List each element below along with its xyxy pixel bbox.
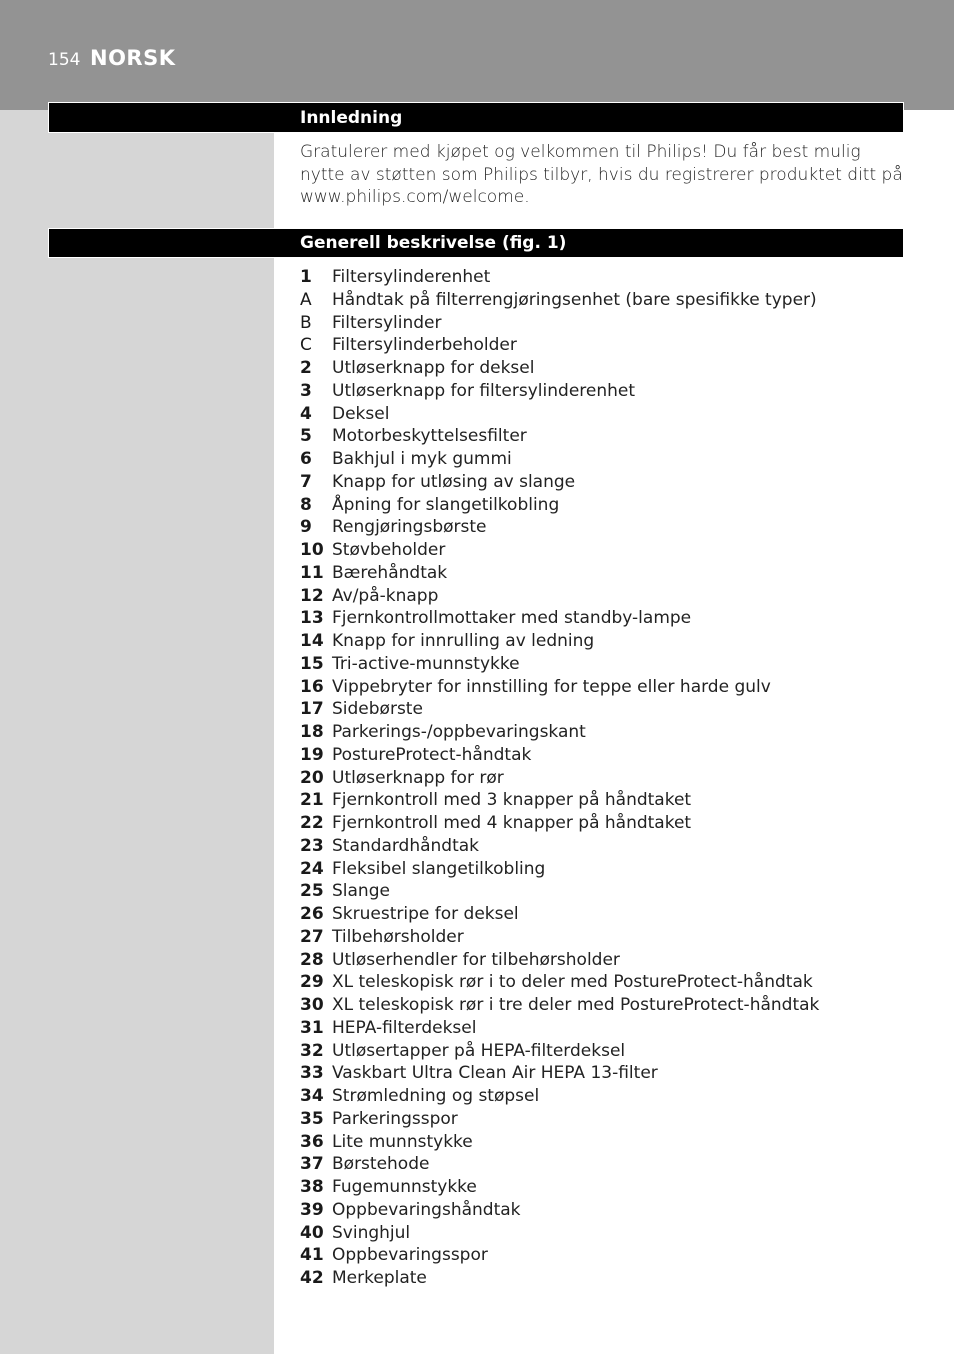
part-number: 7: [300, 471, 312, 492]
part-number: 1: [300, 267, 312, 287]
parts-list-item: [300, 562, 904, 585]
part-label: Fjernkontrollmottaker med standby-lampe: [332, 608, 692, 629]
parts-list-item: [300, 630, 904, 653]
parts-list-item: [300, 1153, 904, 1176]
part-label: Filtersylinder: [332, 312, 442, 333]
parts-list-item: [300, 539, 904, 562]
part-label: Vaskbart Ultra Clean Air HEPA 13-filter: [332, 1063, 658, 1084]
part-number: 36: [300, 1131, 324, 1152]
parts-list-item: [300, 1199, 904, 1222]
part-number: 39: [300, 1199, 324, 1220]
parts-list-item: [300, 789, 904, 812]
part-label: HEPA-filterdeksel: [332, 1017, 477, 1038]
parts-list-item: [300, 880, 904, 903]
part-number: 35: [300, 1108, 324, 1129]
part-number: 40: [300, 1222, 324, 1243]
part-label: Bærehåndtak: [332, 562, 448, 583]
part-number: 26: [300, 904, 324, 924]
left-margin-column: [0, 110, 274, 1354]
part-number: 25: [300, 881, 324, 902]
part-label: Vippebryter for innstilling for teppe eller harde gulv: [332, 676, 771, 697]
part-label: Motorbeskyttelsesfilter: [332, 426, 527, 447]
parts-list-item: [300, 1085, 904, 1108]
part-label: Parkeringsspor: [332, 1108, 458, 1129]
part-number: 9: [300, 517, 312, 538]
page-language-title: NORSK: [90, 46, 176, 70]
part-label: Sidebørste: [332, 699, 423, 720]
parts-list-item: [300, 380, 904, 403]
parts-list-item: [300, 767, 904, 790]
part-number: 10: [300, 540, 324, 560]
part-label: Merkeplate: [332, 1268, 427, 1288]
part-number: 13: [300, 608, 324, 629]
part-label: Fleksibel slangetilkobling: [332, 858, 546, 879]
part-number: 16: [300, 676, 324, 697]
parts-list-item: [300, 1244, 904, 1267]
part-label: Svinghjul: [332, 1222, 411, 1243]
part-label: Oppbevaringsspor: [332, 1245, 488, 1266]
parts-list-item: [300, 1108, 904, 1131]
parts-list-item: [300, 266, 904, 289]
parts-list-item: [300, 312, 904, 335]
section-heading-label: Generell beskrivelse (fig. 1): [300, 233, 567, 253]
part-number: 21: [300, 790, 324, 811]
parts-list-item: [300, 607, 904, 630]
part-label: Oppbevaringshåndtak: [332, 1199, 521, 1220]
part-number: 2: [300, 358, 312, 378]
part-number: 20: [300, 767, 324, 788]
part-label: Utløserknapp for rør: [332, 767, 504, 788]
parts-list-item: [300, 1040, 904, 1063]
part-label: Knapp for utløsing av slange: [332, 471, 576, 492]
part-label: Støvbeholder: [332, 540, 446, 560]
part-number: 31: [300, 1017, 324, 1038]
part-number: 23: [300, 835, 324, 856]
part-number: 32: [300, 1040, 324, 1061]
part-number: 5: [300, 426, 312, 447]
part-number: 17: [300, 699, 324, 720]
part-number: 12: [300, 585, 324, 606]
part-number: 3: [300, 380, 312, 401]
part-number: 28: [300, 949, 324, 970]
part-number: 38: [300, 1177, 324, 1197]
part-number: 41: [300, 1245, 324, 1266]
parts-list: [300, 266, 904, 1290]
part-label: Håndtak på filterrengjøringsenhet (bare spesifikke typer): [332, 289, 817, 310]
parts-list-item: [300, 744, 904, 767]
parts-list-item: [300, 334, 904, 357]
section-heading-introduction: [48, 102, 904, 133]
parts-list-item: [300, 403, 904, 426]
page-number: 154: [48, 50, 81, 70]
parts-list-item: [300, 494, 904, 517]
part-number: 37: [300, 1154, 324, 1175]
part-label: Bakhjul i myk gummi: [332, 449, 512, 469]
parts-list-item: [300, 1222, 904, 1245]
part-label: Utløserknapp for filtersylinderenhet: [332, 380, 636, 401]
part-number: 30: [300, 995, 324, 1015]
parts-list-item: [300, 1267, 904, 1290]
parts-list-item: [300, 812, 904, 835]
part-label: Fugemunnstykke: [332, 1177, 477, 1197]
part-label: Fjernkontroll med 3 knapper på håndtaket: [332, 790, 692, 811]
part-label: Slange: [332, 881, 390, 902]
parts-list-item: [300, 926, 904, 949]
part-number: 11: [300, 562, 324, 583]
section-heading-general-description: [48, 228, 904, 258]
part-label: Rengjøringsbørste: [332, 517, 487, 538]
part-number: 4: [300, 403, 312, 424]
part-label: Strømledning og støpsel: [332, 1086, 540, 1106]
part-label: Børstehode: [332, 1154, 430, 1175]
part-number: C: [300, 335, 312, 356]
part-number: 27: [300, 926, 324, 947]
part-label: Standardhåndtak: [332, 835, 480, 856]
part-number: 6: [300, 449, 312, 469]
part-label: Filtersylinderbeholder: [332, 335, 517, 356]
parts-list-item: [300, 471, 904, 494]
parts-list-item: [300, 425, 904, 448]
part-number: 15: [300, 653, 324, 674]
part-number: 34: [300, 1086, 324, 1106]
part-label: Utløserknapp for deksel: [332, 358, 535, 378]
part-label: Utløserhendler for tilbehørsholder: [332, 949, 620, 970]
parts-list-item: [300, 289, 904, 312]
part-label: Av/på-knapp: [332, 585, 439, 606]
part-label: Lite munnstykke: [332, 1131, 473, 1152]
parts-list-item: [300, 698, 904, 721]
parts-list-item: [300, 994, 904, 1017]
parts-list-item: [300, 676, 904, 699]
part-number: 29: [300, 972, 324, 993]
part-label: Parkerings-/oppbevaringskant: [332, 722, 586, 742]
part-label: PostureProtect-håndtak: [332, 744, 532, 765]
parts-list-item: [300, 1017, 904, 1040]
part-number: 8: [300, 494, 312, 515]
intro-paragraph: Gratulerer med kjøpet og velkommen til Philips! Du får best mulig nytte av støtten som Philips tilbyr, hvis du registrerer produktet ditt på www.philips.com/welcome.: [300, 142, 903, 207]
parts-list-item: [300, 516, 904, 539]
parts-list-item: [300, 1062, 904, 1085]
part-label: Åpning for slangetilkobling: [332, 494, 560, 515]
parts-list-item: [300, 721, 904, 744]
part-label: XL teleskopisk rør i to deler med PostureProtect-håndtak: [332, 972, 813, 993]
part-label: Tri-active-munnstykke: [332, 653, 520, 674]
parts-list-item: [300, 357, 904, 380]
part-label: Fjernkontroll med 4 knapper på håndtaket: [332, 813, 692, 833]
parts-list-item: [300, 903, 904, 926]
parts-list-item: [300, 949, 904, 972]
part-number: 24: [300, 858, 324, 879]
parts-list-item: [300, 858, 904, 881]
parts-list-item: [300, 835, 904, 858]
part-number: A: [300, 289, 312, 310]
part-number: 22: [300, 813, 324, 833]
part-label: Skruestripe for deksel: [332, 904, 519, 924]
part-number: B: [300, 312, 312, 333]
part-number: 42: [300, 1268, 324, 1288]
part-number: 33: [300, 1063, 324, 1084]
parts-list-item: [300, 653, 904, 676]
part-label: Tilbehørsholder: [332, 926, 464, 947]
part-number: 19: [300, 744, 324, 765]
part-number: 14: [300, 631, 324, 651]
parts-list-item: [300, 1176, 904, 1199]
part-label: Knapp for innrulling av ledning: [332, 631, 595, 651]
part-label: Utløsertapper på HEPA-filterdeksel: [332, 1040, 626, 1061]
parts-list-item: [300, 585, 904, 608]
parts-list-item: [300, 1131, 904, 1154]
section-heading-label: Innledning: [300, 108, 403, 128]
part-label: Filtersylinderenhet: [332, 267, 491, 287]
parts-list-item: [300, 971, 904, 994]
part-number: 18: [300, 722, 324, 742]
parts-list-item: [300, 448, 904, 471]
part-label: XL teleskopisk rør i tre deler med PostureProtect-håndtak: [332, 995, 820, 1015]
part-label: Deksel: [332, 403, 390, 424]
